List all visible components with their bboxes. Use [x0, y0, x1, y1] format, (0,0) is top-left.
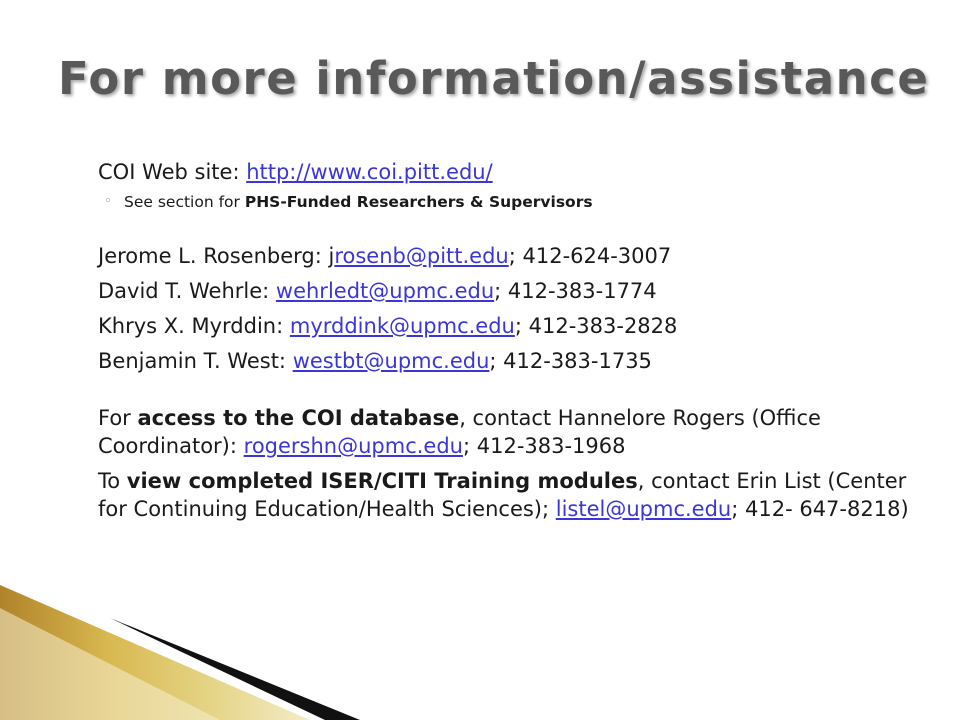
- training-phone: ; 412- 647-8218): [731, 497, 909, 521]
- contact-phone: ; 412-383-2828: [514, 314, 678, 338]
- contact-email-link[interactable]: myrddink@upmc.edu: [289, 314, 515, 338]
- website-sub-text: See section for: [124, 193, 245, 211]
- training-bold: view completed ISER/CITI Training modules: [126, 469, 638, 493]
- database-email-link[interactable]: rogershn@upmc.edu: [243, 434, 463, 458]
- website-sub-item: [70, 191, 930, 213]
- contact-name: Benjamin T. West:: [98, 349, 293, 373]
- gold-swoosh-light: [0, 608, 220, 720]
- contact-name: Jerome L. Rosenberg: j: [98, 244, 335, 268]
- training-text-2: , contact Erin List (Center for Continuing Education/Health Sciences);: [98, 469, 907, 521]
- contact-email-link[interactable]: westbt@upmc.edu: [292, 349, 490, 373]
- database-phone: ; 412-383-1968: [462, 434, 626, 458]
- contact-item: [70, 242, 930, 270]
- website-item: [70, 158, 930, 186]
- slide-title: For more information/assistance: [58, 52, 930, 105]
- contact-item: [70, 347, 930, 375]
- contact-name: Khrys X. Myrddin:: [98, 314, 290, 338]
- black-swoosh: [110, 618, 360, 720]
- contact-phone: ; 412-624-3007: [508, 244, 672, 268]
- contact-item: [70, 312, 930, 340]
- database-access-item: [70, 404, 930, 460]
- contact-email-link[interactable]: rosenb@pitt.edu: [334, 244, 509, 268]
- website-link[interactable]: http://www.coi.pitt.edu/: [246, 160, 493, 184]
- contact-email-link[interactable]: wehrledt@upmc.edu: [275, 279, 495, 303]
- contact-item: [70, 277, 930, 305]
- database-bold: access to the COI database: [137, 406, 460, 430]
- slide-content: [70, 158, 930, 523]
- training-text-1: To: [98, 469, 127, 493]
- website-sub-bold: PHS-Funded Researchers & Supervisors: [244, 193, 593, 211]
- contact-name: David T. Wehrle:: [98, 279, 276, 303]
- contact-phone: ; 412-383-1774: [494, 279, 657, 303]
- training-item: [70, 467, 930, 523]
- gold-swoosh: [0, 585, 310, 720]
- contact-phone: ; 412-383-1735: [489, 349, 652, 373]
- training-email-link[interactable]: listel@upmc.edu: [555, 497, 732, 521]
- database-text-2: , contact Hannelore Rogers (Office Coordinator):: [98, 406, 821, 458]
- database-text-1: For: [98, 406, 138, 430]
- sub-bullet-icon: ◦: [104, 194, 112, 209]
- website-label: COI Web site:: [98, 160, 247, 184]
